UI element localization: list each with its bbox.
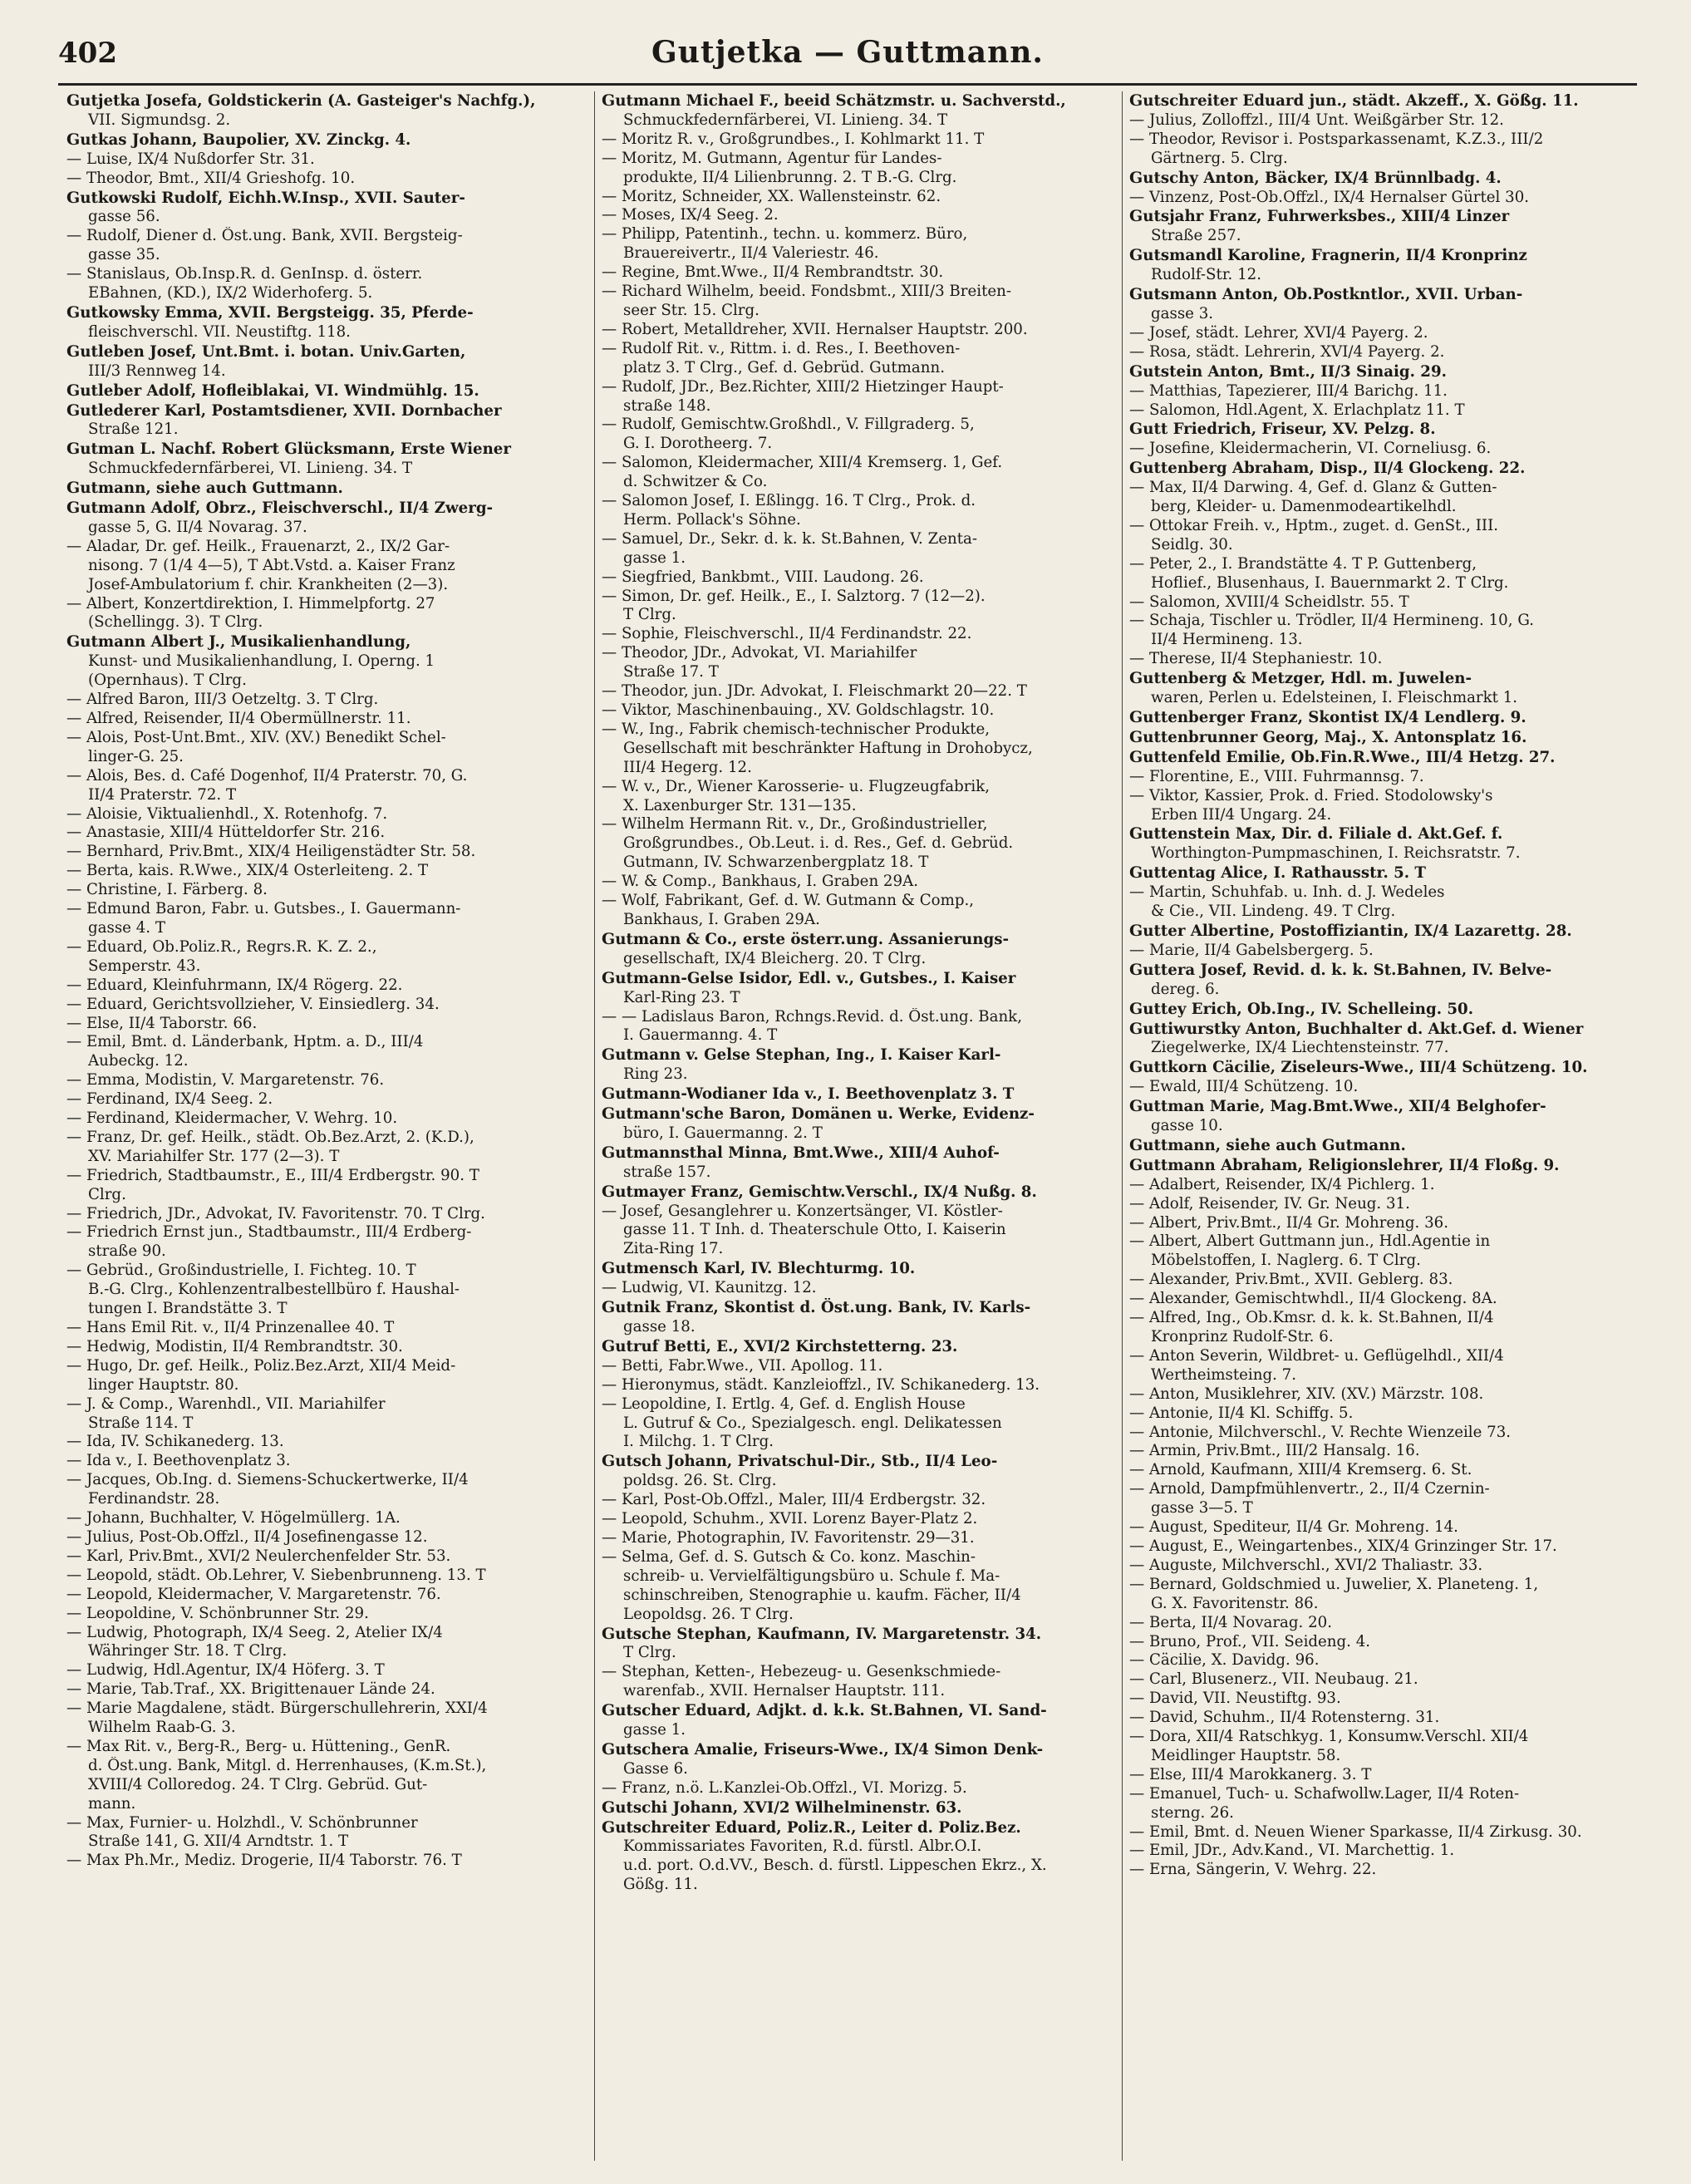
directory-entry-line: Ferdinandstr. 28. [88,1490,220,1508]
directory-entry-line: — Anton Severin, Wildbret- u. Geflügelhdl., XII/4 [1129,1346,1504,1365]
directory-entry-line: — Luise, IX/4 Nußdorfer Str. 31. [66,150,315,168]
directory-entry-line: — Alfred, Reisender, II/4 Obermüllnerstr. 11. [66,710,411,727]
directory-entry-line: — Berta, kais. R.Wwe., XIX/4 Osterleiteng. 2. T [66,862,429,880]
directory-entry-line: Guttentag Alice, I. Rathausstr. 5. T [1129,863,1426,883]
column-3 [1122,91,1624,2161]
directory-entry-line: — Eduard, Gerichtsvollzieher, V. Einsiedlerg. 34. [66,995,440,1013]
directory-entry-line: — Josef, Gesanglehrer u. Konzertsänger, VI. Köstler- [602,1202,1003,1220]
directory-entry-line: Erben III/4 Ungarg. 24. [1151,805,1332,824]
directory-entry-line: Währinger Str. 18. T Clrg. [88,1642,288,1660]
directory-entry-line: d. Schwitzer & Co. [623,473,768,491]
directory-entry-line: produkte, II/4 Lilienbrunng. 2. T B.-G. Clrg. [623,168,957,186]
directory-entry-line: — Friedrich, Stadtbaumstr., E., III/4 Erdbergstr. 90. T [66,1166,479,1184]
directory-entry-line: — Rudolf, JDr., Bez.Richter, XIII/2 Hietzinger Haupt- [602,377,1004,396]
directory-entry-line: Gutleben Josef, Unt.Bmt. i. botan. Univ.Garten, [66,342,466,361]
directory-entry-line: — Ewald, III/4 Schützeng. 10. [1129,1078,1359,1096]
directory-entry-line: Straße 141, G. XII/4 Arndtstr. 1. T [88,1832,349,1851]
directory-entry-line: Gößg. 11. [623,1876,698,1894]
page-header [58,33,1637,75]
directory-entry-line: Guttenfeld Emilie, Ob.Fin.R.Wwe., III/4 Hetzg. 27. [1129,747,1556,766]
directory-entry-line: — Ferdinand, Kleidermacher, V. Wehrg. 10. [66,1109,398,1128]
directory-entry-line: Gutsjahr Franz, Fuhrwerksbes., XIII/4 Linzer [1129,207,1510,226]
directory-entry-line: I. Gauermanng. 4. T [623,1026,778,1045]
directory-entry-line: — Alois, Post-Unt.Bmt., XIV. (XV.) Benedikt Schel- [66,728,446,746]
directory-entry-line: — Ferdinand, IX/4 Seeg. 2. [66,1090,273,1109]
directory-entry-line: — Julius, Zolloffzl., III/4 Unt. Weißgärber Str. 12. [1129,111,1504,129]
directory-entry-line: — Viktor, Maschinenbauing., XV. Goldschlagstr. 10. [602,701,995,719]
directory-entry-line: Guttera Josef, Revid. d. k. k. St.Bahnen, IV. Belve- [1129,960,1552,979]
page-number: 402 [58,37,117,70]
directory-entry-line: — Moritz, M. Gutmann, Agentur für Landes- [602,149,942,167]
directory-entry-line: — Emma, Modistin, V. Margaretenstr. 76. [66,1071,385,1090]
directory-entry-line: — Salomon, Kleidermacher, XIII/4 Kremserg. 1, Gef. [602,454,1003,472]
directory-entry-line: B.-G. Clrg., Kohlenzentralbestellbüro f. Haushal- [88,1281,460,1299]
directory-entry-line: — Johann, Buchhalter, V. Högelmüllerg. 1A. [66,1509,401,1527]
directory-entry-line: Hoflief., Blusenhaus, I. Bauernmarkt 2. T Clrg. [1151,573,1509,592]
directory-entry-line: linger-G. 25. [88,747,184,765]
header-rule [58,83,1637,86]
directory-entry-line: — Hedwig, Modistin, II/4 Rembrandtstr. 30. [66,1337,403,1355]
directory-entry-line: I. Milchg. 1. T Clrg. [623,1433,774,1451]
directory-entry-line: schreib- u. Vervielfältigungsbüro u. Schule f. Ma- [623,1567,1000,1585]
directory-entry-line: büro, I. Gauermanng. 2. T [623,1124,823,1142]
directory-entry-line: gasse 1. [623,1721,686,1739]
directory-entry-line: — Schaja, Tischler u. Trödler, II/4 Hermineng. 10, G. [1129,612,1534,630]
directory-entry-line: Guttmann, siehe auch Gutmann. [1129,1135,1406,1154]
directory-entry-line: — Marie, Photographin, IV. Favoritenstr. 29—31. [602,1528,975,1547]
directory-entry-line: Gutmann Adolf, Obrz., Fleischverschl., II/4 Zwerg- [66,499,494,518]
directory-entry-line: Straße 257. [1151,227,1241,245]
directory-entry-line: — Franz, Dr. gef. Heilk., städt. Ob.Bez.Arzt, 2. (K.D.), [66,1128,474,1146]
directory-entry-line: Brauereivertr., II/4 Valeriestr. 46. [623,244,879,263]
directory-entry-line: — Leopoldine, I. Ertlg. 4, Gef. d. English House [602,1395,966,1413]
directory-entry-line: Gutkowsky Emma, XVII. Bergsteigg. 35, Pferde- [66,303,474,322]
directory-entry-line: — Anton, Musiklehrer, XIV. (XV.) Märzstr. 108. [1129,1385,1484,1403]
directory-entry-line: — Sophie, Fleischverschl., II/4 Ferdinandstr. 22. [602,625,972,643]
directory-entry-line: schinschreiben, Stenographie u. kaufm. Fächer, II/4 [623,1586,1021,1604]
directory-entry-line: — Arnold, Kaufmann, XIII/4 Kremserg. 6. St. [1129,1461,1472,1479]
directory-entry-line: straße 90. [88,1242,166,1261]
directory-entry-line: Guttenstein Max, Dir. d. Filiale d. Akt.Gef. f. [1129,824,1503,844]
directory-entry-line: — Florentine, E., VIII. Fuhrmannsg. 7. [1129,767,1424,785]
directory-entry-line: — Marie, II/4 Gabelsbergerg. 5. [1129,941,1374,959]
directory-entry-line: — Gebrüd., Großindustrielle, I. Fichteg. 10. T [66,1262,416,1280]
directory-entry-line: poldsg. 26. St. Clrg. [623,1472,777,1490]
directory-entry-line: — Max, Furnier- u. Holzhdl., V. Schönbrunner [66,1813,418,1832]
page-title: Gutjetka — Guttmann. [651,35,1044,70]
directory-entry-line: Ring 23. [623,1065,688,1084]
directory-entry-line: Schmuckfedernfärberei, VI. Linieng. 34. T [88,460,413,478]
directory-entry-line: — Hieronymus, städt. Kanzleioffzl., IV. Schikanederg. 13. [602,1375,1040,1394]
directory-entry-line: dereg. 6. [1151,980,1220,998]
directory-entry-line: G. X. Favoritenstr. 86. [1151,1594,1319,1612]
directory-entry-line: Schmuckfedernfärberei, VI. Linieng. 34. T [623,111,948,129]
directory-entry-line: Gasse 6. [623,1759,688,1778]
directory-entry-line: — Rudolf, Diener d. Öst.ung. Bank, XVII. Bergsteig- [66,227,463,245]
directory-entry-line: Guttmann Abraham, Religionslehrer, II/4 Floßg. 9. [1129,1155,1560,1174]
directory-entry-line: Gutsmann Anton, Ob.Postkntlor., XVII. Urban- [1129,285,1523,304]
directory-entry-line: — Rudolf, Gemischtw.Großhdl., V. Fillgraderg. 5, [602,416,975,434]
directory-entry-line: — Adalbert, Reisender, IX/4 Pichlerg. 1. [1129,1175,1435,1193]
directory-entry-line: Gutsche Stephan, Kaufmann, IV. Margaretenstr. 34. [602,1624,1042,1643]
directory-entry-line: — Richard Wilhelm, beeid. Fondsbmt., XIII/3 Breiten- [602,283,1011,301]
directory-entry-line: — Therese, II/4 Stephaniestr. 10. [1129,650,1383,668]
directory-entry-line: — Albert, Albert Guttmann jun., Hdl.Agentie in [1129,1232,1491,1251]
directory-entry-line: Straße 114. T [88,1414,194,1432]
directory-entry-line: — Wolf, Fabrikant, Gef. d. W. Gutmann & Comp., [602,892,975,910]
directory-entry-line: — Moritz, Schneider, XX. Wallensteinstr. 62. [602,187,941,205]
directory-entry-line: — Wilhelm Hermann Rit. v., Dr., Großindustrieller, [602,815,988,834]
directory-entry-line: Gutleber Adolf, Hofleiblakai, VI. Windmühlg. 15. [66,381,479,400]
directory-entry-line: — Else, II/4 Taborstr. 66. [66,1014,258,1032]
directory-entry-line: Gutlederer Karl, Postamtsdiener, XVII. Dornbacher [66,401,502,420]
directory-entry-line: — Leopoldine, V. Schönbrunner Str. 29. [66,1604,369,1622]
directory-entry-line: — Alexander, Gemischtwhdl., II/4 Glockeng. 8A. [1129,1290,1497,1308]
directory-entry-line: waren, Perlen u. Edelsteinen, I. Fleischmarkt 1. [1151,689,1518,707]
directory-entry-line: warenfab., XVII. Hernalser Hauptstr. 111. [623,1682,946,1700]
directory-entry-line: — Albert, Konzertdirektion, I. Himmelpfortg. 27 [66,594,435,612]
directory-entry-line: G. I. Dorotheerg. 7. [623,435,773,453]
directory-entry-line: Gutruf Betti, E., XVI/2 Kirchstetterng. 23. [602,1336,958,1355]
directory-entry-line: II/4 Praterstr. 72. T [88,785,237,804]
directory-entry-line: T Clrg. [623,606,676,624]
directory-entry-line: — Viktor, Kassier, Prok. d. Fried. Stodolowsky's [1129,786,1493,804]
directory-entry-line: — August, Spediteur, II/4 Gr. Mohreng. 14. [1129,1518,1458,1537]
directory-entry-line: gasse 3—5. T [1151,1499,1253,1517]
directory-entry-line: — Betti, Fabr.Wwe., VII. Apollog. 11. [602,1356,883,1375]
directory-entry-line: gasse 35. [88,246,160,264]
directory-entry-line: tungen I. Brandstätte 3. T [88,1300,288,1318]
directory-entry-line: Bankhaus, I. Graben 29A. [623,910,820,928]
directory-entry-line: Guttenberger Franz, Skontist IX/4 Lendlerg. 9. [1129,708,1526,726]
directory-entry-line: — Hugo, Dr. gef. Heilk., Poliz.Bez.Arzt, XII/4 Meid- [66,1356,456,1375]
directory-entry-line: — Emanuel, Tuch- u. Schafwollw.Lager, II/4 Roten- [1129,1784,1520,1803]
directory-entry-line: — Erna, Sängerin, V. Wehrg. 22. [1129,1861,1377,1879]
directory-entry-line: Gutkas Johann, Baupolier, XV. Zinckg. 4. [66,130,411,149]
directory-entry-line: — Aloisie, Viktualienhdl., X. Rotenhofg. 7. [66,804,388,823]
directory-entry-line: Gärtnerg. 5. Clrg. [1151,149,1288,167]
directory-entry-line: — Rosa, städt. Lehrerin, XVI/4 Payerg. 2. [1129,342,1445,361]
directory-entry-line: Gutmannsthal Minna, Bmt.Wwe., XIII/4 Auhof- [602,1143,1000,1162]
directory-entry-line: Kunst- und Musikalienhandlung, I. Operng. 1 [88,652,435,671]
directory-entry-line: Meidlinger Hauptstr. 58. [1151,1746,1341,1764]
directory-entry-line: platz 3. T Clrg., Gef. d. Gebrüd. Gutmann. [623,358,945,376]
directory-entry-line: Guttkorn Cäcilie, Ziseleurs-Wwe., III/4 Schützeng. 10. [1129,1058,1588,1077]
directory-entry-line: straße 157. [623,1163,711,1181]
directory-entry-line: Gutschreiter Eduard, Poliz.R., Leiter d. Poliz.Bez. [602,1818,1021,1837]
directory-entry-line: — Friedrich Ernst jun., Stadtbaumstr., III/4 Erdberg- [66,1223,472,1242]
directory-entry-line: Herm. Pollack's Söhne. [623,510,801,529]
directory-entry-line: — Armin, Priv.Bmt., III/2 Hansalg. 16. [1129,1442,1420,1460]
directory-entry-line: — Marie Magdalene, städt. Bürgerschullehrerin, XXI/4 [66,1699,488,1718]
directory-entry-line: T Clrg. [623,1644,676,1662]
directory-entry-line: Straße 17. T [623,663,719,681]
directory-entry-line: — Adolf, Reisender, IV. Gr. Neug. 31. [1129,1194,1410,1213]
directory-entry-line: Großgrundbes., Ob.Leut. i. d. Res., Gef. d. Gebrüd. [623,834,1014,853]
directory-entry-line: Gutt Friedrich, Friseur, XV. Pelzg. 8. [1129,420,1436,439]
directory-entry-line: — Hans Emil Rit. v., II/4 Prinzenallee 40. T [66,1319,395,1336]
directory-entry-line: XV. Mariahilfer Str. 177 (2—3). T [88,1147,340,1165]
directory-entry-line: VII. Sigmundsg. 2. [88,111,231,129]
directory-entry-line: & Cie., VII. Lindeng. 49. T Clrg. [1151,903,1396,921]
directory-entry-line: — Alexander, Priv.Bmt., XVII. Geblerg. 83. [1129,1271,1453,1289]
directory-entry-line: — Leopold, Kleidermacher, V. Margaretenstr. 76. [66,1585,441,1603]
directory-entry-line: Gutmann-Gelse Isidor, Edl. v., Gutsbes., I. Kaiser [602,968,1016,987]
directory-entry-line: — Vinzenz, Post-Ob.Offzl., IX/4 Hernalser Gürtel 30. [1129,188,1530,206]
directory-entry-line: — Leopold, Schuhm., XVII. Lorenz Bayer-Platz 2. [602,1510,978,1528]
directory-entry-line: — Max Ph.Mr., Mediz. Drogerie, II/4 Taborstr. 76. T [66,1852,462,1870]
directory-entry-line: III/4 Hegerg. 12. [623,758,752,776]
directory-entry-line: Seidlg. 30. [1151,535,1233,553]
directory-entry-line: — Bernard, Goldschmied u. Juwelier, X. Planeteng. 1, [1129,1575,1539,1593]
directory-entry-line: — Emil, JDr., Adv.Kand., VI. Marchettig. 1. [1129,1842,1455,1860]
directory-entry-line: Aubeckg. 12. [88,1052,189,1070]
directory-entry-line: — Salomon, XVIII/4 Scheidlstr. 55. T [1129,593,1409,611]
directory-entry-line: — Rudolf Rit. v., Rittm. i. d. Res., I. Beethoven- [602,339,961,357]
directory-entry-line: — Stephan, Ketten-, Hebezeug- u. Gesenkschmiede- [602,1663,1001,1681]
directory-entry-line: — W. v., Dr., Wiener Karosserie- u. Flugzeugfabrik, [602,777,991,795]
directory-entry-line: Gutmann'sche Baron, Domänen u. Werke, Evidenz- [602,1104,1035,1124]
directory-entry-line: — Franz, n.ö. L.Kanzlei-Ob.Offzl., VI. Morizg. 5. [602,1778,967,1797]
directory-entry-line: berg, Kleider- u. Damenmodeartikelhdl. [1151,498,1457,516]
directory-entry-line: gasse 11. T Inh. d. Theaterschule Otto, I. Kaiserin [623,1221,1006,1239]
directory-entry-line: — Salomon Josef, I. Eßlingg. 16. T Clrg., Prok. d. [602,492,976,510]
directory-entry-line: gasse 56. [88,208,160,226]
directory-entry-line: Guttenberg Abraham, Disp., II/4 Glockeng. 22. [1129,459,1526,478]
directory-entry-line: — Salomon, Hdl.Agent, X. Erlachplatz 11. T [1129,401,1465,419]
directory-entry-line: — Edmund Baron, Fabr. u. Gutsbes., I. Gauermann- [66,900,461,918]
directory-entry-line: Guttenbrunner Georg, Maj., X. Antonsplatz 16. [1129,727,1527,746]
directory-entry-line: Guttenberg & Metzger, Hdl. m. Juwelen- [1129,669,1472,688]
directory-entry-line: — J. & Comp., Warenhdl., VII. Mariahilfer [66,1395,386,1413]
directory-entry-line: mann. [88,1794,136,1813]
directory-entry-line: — Ida v., I. Beethovenplatz 3. [66,1452,291,1470]
directory-entry-line: Gutjetka Josefa, Goldstickerin (A. Gasteiger's Nachfg.), [66,91,536,110]
directory-entry-line: — Julius, Post-Ob.Offzl., II/4 Josefinengasse 12. [66,1527,428,1546]
directory-entry-line: Gutmann-Wodianer Ida v., I. Beethovenplatz 3. T [602,1085,1015,1104]
directory-entry-line: — Dora, XII/4 Ratschkyg. 1, Konsumw.Verschl. XII/4 [1129,1728,1529,1746]
directory-entry-line: — Josef, städt. Lehrer, XVI/4 Payerg. 2. [1129,323,1428,342]
directory-entry-line: Gutmann Michael F., beeid Schätzmstr. u. Sachverstd., [602,91,1066,110]
directory-entry-line: — Antonie, II/4 Kl. Schiffg. 5. [1129,1404,1354,1422]
directory-entry-line: — Ida, IV. Schikanederg. 13. [66,1433,284,1451]
directory-entry-line: — Theodor, Revisor i. Postsparkassenamt, K.Z.3., III/2 [1129,130,1544,148]
directory-entry-line: — Selma, Gef. d. S. Gutsch & Co. konz. Maschin- [602,1547,976,1566]
directory-entry-line: — Christine, I. Färberg. 8. [66,881,268,899]
directory-entry-line: Gutschy Anton, Bäcker, IX/4 Brünnlbadg. 4. [1129,168,1502,187]
directory-entry-line: gasse 10. [1151,1117,1223,1135]
directory-entry-line: Gutmann v. Gelse Stephan, Ing., I. Kaiser Karl- [602,1045,1001,1065]
directory-entry-line: Gutschreiter Eduard jun., städt. Akzeff., X. Gößg. 11. [1129,91,1579,110]
directory-entry-line: Guttman Marie, Mag.Bmt.Wwe., XII/4 Belghofer- [1129,1097,1546,1116]
directory-entry-line: Ziegelwerke, IX/4 Liechtensteinstr. 77. [1151,1039,1449,1057]
directory-entry-line: gasse 18. [623,1318,696,1335]
column-1 [66,91,561,2161]
directory-entry-line: — Anastasie, XIII/4 Hütteldorfer Str. 216. [66,824,386,842]
directory-entry-line: — Alfred, Ing., Ob.Kmsr. d. k. k. St.Bahnen, II/4 [1129,1309,1494,1327]
directory-entry-line: L. Gutruf & Co., Spezialgesch. engl. Delikatessen [623,1414,1002,1432]
directory-entry-line: Möbelstoffen, I. Naglerg. 6. T Clrg. [1151,1252,1421,1270]
directory-entry-line: Gutter Albertine, Postoffiziantin, IX/4 Lazarettg. 28. [1129,921,1572,940]
directory-entry-line: — Cäcilie, X. Davidg. 96. [1129,1651,1320,1670]
directory-entry-line: Gutschera Amalie, Friseurs-Wwe., IX/4 Simon Denk- [602,1739,1044,1759]
directory-entry-line: — Marie, Tab.Traf., XX. Brigittenauer Lände 24. [66,1680,435,1699]
directory-entry-line: Leopoldsg. 26. T Clrg. [623,1605,794,1623]
directory-entry-line: — Eduard, Kleinfuhrmann, IX/4 Rögerg. 22. [66,976,403,994]
directory-entry-line: d. Öst.ung. Bank, Mitgl. d. Herrenhauses, (K.m.St.), [88,1756,487,1774]
directory-entry-line: — Aladar, Dr. gef. Heilk., Frauenarzt, 2., IX/2 Gar- [66,537,450,555]
directory-entry-line: — Leopold, städt. Ob.Lehrer, V. Siebenbrunneng. 13. T [66,1566,486,1584]
directory-entry-line: Worthington-Pumpmaschinen, I. Reichsratstr. 7. [1151,844,1521,863]
directory-entry-line: Gutmayer Franz, Gemischtw.Verschl., IX/4 Nußg. 8. [602,1182,1037,1201]
directory-entry-line: straße 148. [623,396,711,415]
directory-entry-line: — Friedrich, JDr., Advokat, IV. Favoritenstr. 70. T Clrg. [66,1204,485,1222]
column-2 [594,91,1096,2161]
directory-entry-line: — Alois, Bes. d. Café Dogenhof, II/4 Praterstr. 70, G. [66,766,468,785]
directory-entry-line: gasse 4. T [88,918,165,937]
directory-entry-line: — Peter, 2., I. Brandstätte 4. T P. Guttenberg, [1129,554,1477,573]
directory-entry-line: II/4 Hermineng. 13. [1151,631,1303,649]
directory-entry-line: Josef-Ambulatorium f. chir. Krankheiten (2—3). [88,575,449,593]
directory-entry-line: — Theodor, Bmt., XII/4 Grieshofg. 10. [66,169,356,187]
directory-entry-line: — Samuel, Dr., Sekr. d. k. k. St.Bahnen, V. Zenta- [602,529,978,548]
directory-entry-line: Guttey Erich, Ob.Ing., IV. Schelleing. 50. [1129,999,1474,1018]
directory-entry-line: — W., Ing., Fabrik chemisch-technischer Produkte, [602,720,991,738]
directory-entry-line: — Stanislaus, Ob.Insp.R. d. GenInsp. d. österr. [66,265,423,283]
directory-entry-line: — Emil, Bmt. d. Länderbank, Hptm. a. D., III/4 [66,1033,424,1051]
directory-entry-line: — Moritz R. v., Großgrundbes., I. Kohlmarkt 11. T [602,130,985,148]
directory-entry-line: — Matthias, Tapezierer, III/4 Barichg. 11. [1129,381,1448,400]
directory-entry-line: Wertheimsteing. 7. [1151,1365,1297,1384]
directory-entry-line: Clrg. [88,1185,126,1203]
directory-entry-line: Guttiwurstky Anton, Buchhalter d. Akt.Gef. d. Wiener [1129,1019,1584,1038]
directory-entry-line: seer Str. 15. Clrg. [623,301,759,319]
directory-entry-line: — Bruno, Prof., VII. Seideng. 4. [1129,1632,1371,1650]
directory-entry-line: Gutman L. Nachf. Robert Glücksmann, Erste Wiener [66,440,511,459]
directory-entry-line: — Robert, Metalldreher, XVII. Hernalser Hauptstr. 200. [602,320,1028,338]
directory-entry-line: — Ludwig, Photograph, IX/4 Seeg. 2, Atelier IX/4 [66,1623,443,1641]
directory-entry-line: — W. & Comp., Bankhaus, I. Graben 29A. [602,873,918,891]
directory-entry-line: Gutmann & Co., erste österr.ung. Assanierungs- [602,929,1010,948]
directory-entry-line: — — Ladislaus Baron, Rchngs.Revid. d. Öst.ung. Bank, [602,1007,1022,1026]
directory-entry-line: — Philipp, Patentinh., techn. u. kommerz. Büro, [602,225,968,243]
directory-entry-line: (Schellingg. 3). T Clrg. [88,613,263,632]
directory-entry-line: Gesellschaft mit beschränkter Haftung in Drohobycz, [623,739,1033,757]
directory-entry-line: — Moses, IX/4 Seeg. 2. [602,206,779,224]
directory-entry-line: — David, Schuhm., II/4 Rotensterng. 31. [1129,1709,1440,1727]
directory-entry-line: — Karl, Priv.Bmt., XVI/2 Neulerchenfelder Str. 53. [66,1547,451,1565]
directory-entry-line: nisong. 7 (1/4 4—5), T Abt.Vstd. a. Kaiser Franz [88,556,455,574]
directory-entry-line: — Bernhard, Priv.Bmt., XIX/4 Heiligenstädter Str. 58. [66,843,476,861]
directory-entry-line: gasse 3. [1151,304,1214,322]
directory-entry-line: Gutkowski Rudolf, Eichh.W.Insp., XVII. Sauter- [66,188,465,207]
directory-entry-line: — Berta, II/4 Novarag. 20. [1129,1613,1333,1631]
directory-entry-line: — Theodor, JDr., Advokat, VI. Mariahilfer [602,644,917,662]
directory-entry-line: — David, VII. Neustiftg. 93. [1129,1690,1341,1708]
directory-entry-line: — Max Rit. v., Berg-R., Berg- u. Hüttening., GenR. [66,1737,451,1755]
directory-entry-line: — Martin, Schuhfab. u. Inh. d. J. Wedeles [1129,883,1445,902]
directory-entry-line: Karl-Ring 23. T [623,988,740,1006]
directory-entry-line: linger Hauptstr. 80. [88,1375,239,1394]
directory-entry-line: — Auguste, Milchverschl., XVI/2 Thaliastr. 33. [1129,1556,1483,1574]
directory-entry-line: gasse 1. [623,548,686,567]
directory-entry-line: — Simon, Dr. gef. Heilk., E., I. Salztorg. 7 (12—2). [602,587,986,605]
directory-entry-line: — Jacques, Ob.Ing. d. Siemens-Schuckertwerke, II/4 [66,1471,469,1489]
directory-entry-line: Gutmann, siehe auch Guttmann. [66,479,343,498]
directory-entry-line: Gutmann, IV. Schwarzenbergplatz 18. T [623,853,929,872]
directory-entry-line: X. Laxenburger Str. 131—135. [623,796,857,814]
directory-entry-line: — Theodor, jun. JDr. Advokat, I. Fleischmarkt 20—22. T [602,682,1027,701]
directory-entry-line: — Siegfried, Bankbmt., VIII. Laudong. 26. [602,568,924,586]
directory-entry-line: — Ottokar Freih. v., Hptm., zuget. d. GenSt., III. [1129,516,1499,534]
directory-entry-line: Straße 121. [88,421,179,439]
directory-entry-line: gesellschaft, IX/4 Bleicherg. 20. T Clrg. [623,949,927,967]
directory-entry-line: Kronprinz Rudolf-Str. 6. [1151,1328,1334,1345]
directory-entry-line: gasse 5, G. II/4 Novarag. 37. [88,518,307,536]
directory-entry-line: Zita-Ring 17. [623,1240,724,1258]
directory-entry-line: sterng. 26. [1151,1803,1234,1822]
directory-entry-line: — Max, II/4 Darwing. 4, Gef. d. Glanz & Gutten- [1129,479,1497,497]
directory-entry-line: Gutsch Johann, Privatschul-Dir., Stb., II/4 Leo- [602,1452,998,1471]
directory-entry-line: — August, E., Weingartenbes., XIX/4 Grinzinger Str. 17. [1129,1537,1557,1555]
directory-entry-line: — Regine, Bmt.Wwe., II/4 Rembrandtstr. 30. [602,263,944,282]
directory-entry-line: EBahnen, (KD.), IX/2 Widerhoferg. 5. [88,284,373,303]
directory-entry-line: Gutmann Albert J., Musikalienhandlung, [66,632,411,652]
directory-entry-line: Gutmensch Karl, IV. Blechturmg. 10. [602,1259,916,1278]
directory-entry-line: Wilhelm Raab-G. 3. [88,1719,236,1737]
directory-entry-line: — Ludwig, VI. Kaunitzg. 12. [602,1279,817,1297]
directory-entry-line: Gutscher Eduard, Adjkt. d. k.k. St.Bahnen, VI. Sand- [602,1701,1047,1720]
directory-entry-line: — Eduard, Ob.Poliz.R., Regrs.R. K. Z. 2., [66,937,377,956]
directory-entry-line: Gutsmandl Karoline, Fragnerin, II/4 Kronprinz [1129,246,1527,265]
directory-entry-line: Gutnik Franz, Skontist d. Öst.ung. Bank, IV. Karls- [602,1298,1031,1317]
directory-entry-line: Semperstr. 43. [88,957,201,975]
directory-entry-line: (Opernhaus). T Clrg. [88,671,247,690]
directory-entry-line: Kommissariates Favoriten, R.d. fürstl. Albr.O.I. [623,1837,982,1856]
directory-entry-line: — Else, III/4 Marokkanerg. 3. T [1129,1765,1372,1783]
directory-entry-line: — Antonie, Milchverschl., V. Rechte Wienzeile 73. [1129,1423,1512,1441]
directory-entry-line: XVIII/4 Colloredog. 24. T Clrg. Gebrüd. Gut- [88,1775,428,1793]
directory-entry-line: — Arnold, Dampfmühlenvertr., 2., II/4 Czernin- [1129,1480,1490,1498]
directory-entry-line: — Emil, Bmt. d. Neuen Wiener Sparkasse, II/4 Zirkusg. 30. [1129,1822,1582,1841]
directory-entry-line: Gutschi Johann, XVI/2 Wilhelminenstr. 63. [602,1798,962,1817]
directory-entry-line: — Carl, Blusenerz., VII. Neubaug. 21. [1129,1670,1418,1689]
directory-entry-line: III/3 Rennweg 14. [88,362,226,380]
directory-entry-line: — Alfred Baron, III/3 Oetzeltg. 3. T Clrg. [66,691,379,709]
directory-entry-line: Gutstein Anton, Bmt., II/3 Sinaig. 29. [1129,362,1447,381]
directory-entry-line: — Albert, Priv.Bmt., II/4 Gr. Mohreng. 36. [1129,1213,1449,1232]
directory-entry-line: — Josefine, Kleidermacherin, VI. Corneliusg. 6. [1129,440,1492,458]
directory-entry-line: u.d. port. O.d.VV., Besch. d. fürstl. Lippeschen Ekrz., X. [623,1857,1047,1875]
directory-entry-line: — Karl, Post-Ob.Offzl., Maler, III/4 Erdbergstr. 32. [602,1491,986,1509]
directory-entry-line: — Ludwig, Hdl.Agentur, IX/4 Höferg. 3. T [66,1661,385,1680]
directory-entry-line: Rudolf-Str. 12. [1151,266,1261,284]
directory-entry-line: fleischverschl. VII. Neustiftg. 118. [88,322,351,341]
